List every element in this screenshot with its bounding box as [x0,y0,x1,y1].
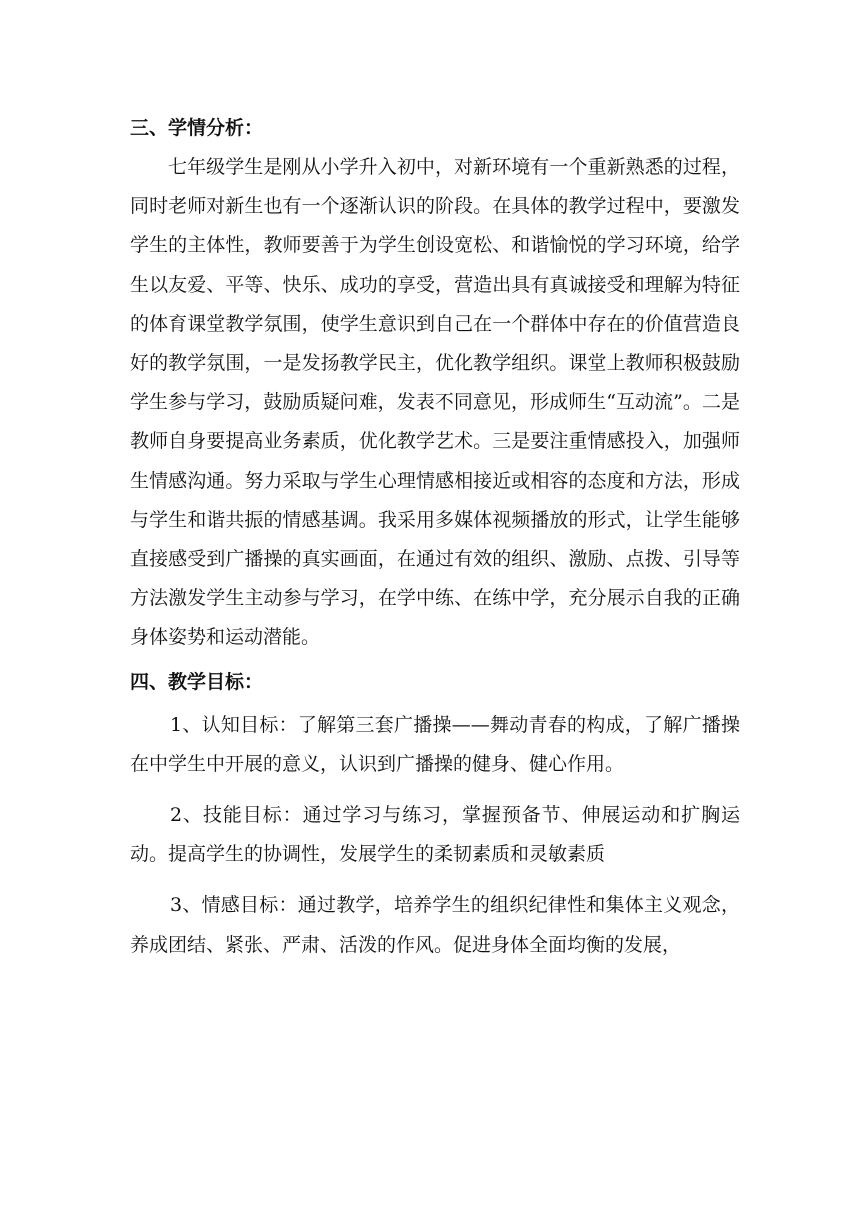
section-heading-teaching-goals: 四、教学目标： [130,670,264,693]
goal-skill: 2、技能目标：通过学习与练习，掌握预备节、伸展运动和扩胸运动。提高学生的协调性，发展学生的柔韧素质和灵敏素质 [130,804,740,866]
goal-cognitive: 1、认知目标：了解第三套广播操——舞动青春的构成，了解广播操在中学生中开展的意义，认识到广播操的健身、健心作用。 [130,713,740,775]
document-page [130,108,740,977]
learner-analysis-paragraph: 七年级学生是刚从小学升入初中，对新环境有一个重新熟悉的过程，同时老师对新生也有一个逐渐认识的阶段。在具体的教学过程中，要激发学生的主体性，教师要善于为学生创设宽松、和谐愉悦的学习环境，给学生以友爱、平等、快乐、成功的享受，营造出具有真诚接受和理解为特征的体育课堂教学氛围，使学生意识到自己在一个群体中存在的价值营造良好的教学氛围，一是发扬教学民主，优化教学组织。课堂上教师积极鼓励学生参与学习，鼓励质疑问难，发表不同意见，形成师生“互动流”。二是教师自身要提高业务素质，优化教学艺术。三是要注重情感投入，加强师生情感沟通。努力采取与学生心理情感相接近或相容的态度和方法，形成与学生和谐共振的情感基调。我采用多媒体视频播放的形式，让学生能够直接感受到广播操的真实画面，在通过有效的组织、激励、点拨、引导等方法激发学生主动参与学习，在学中练、在练中学，充分展示自我的正确身体姿势和运动潜能。 [130,156,740,649]
section-heading-learner-analysis: 三、学情分析： [130,117,264,139]
goal-emotional: 3、情感目标：通过教学，培养学生的组织纪律性和集体主义观念，养成团结、紧张、严肃、活泼的作风。促进身体全面均衡的发展， [130,894,740,956]
